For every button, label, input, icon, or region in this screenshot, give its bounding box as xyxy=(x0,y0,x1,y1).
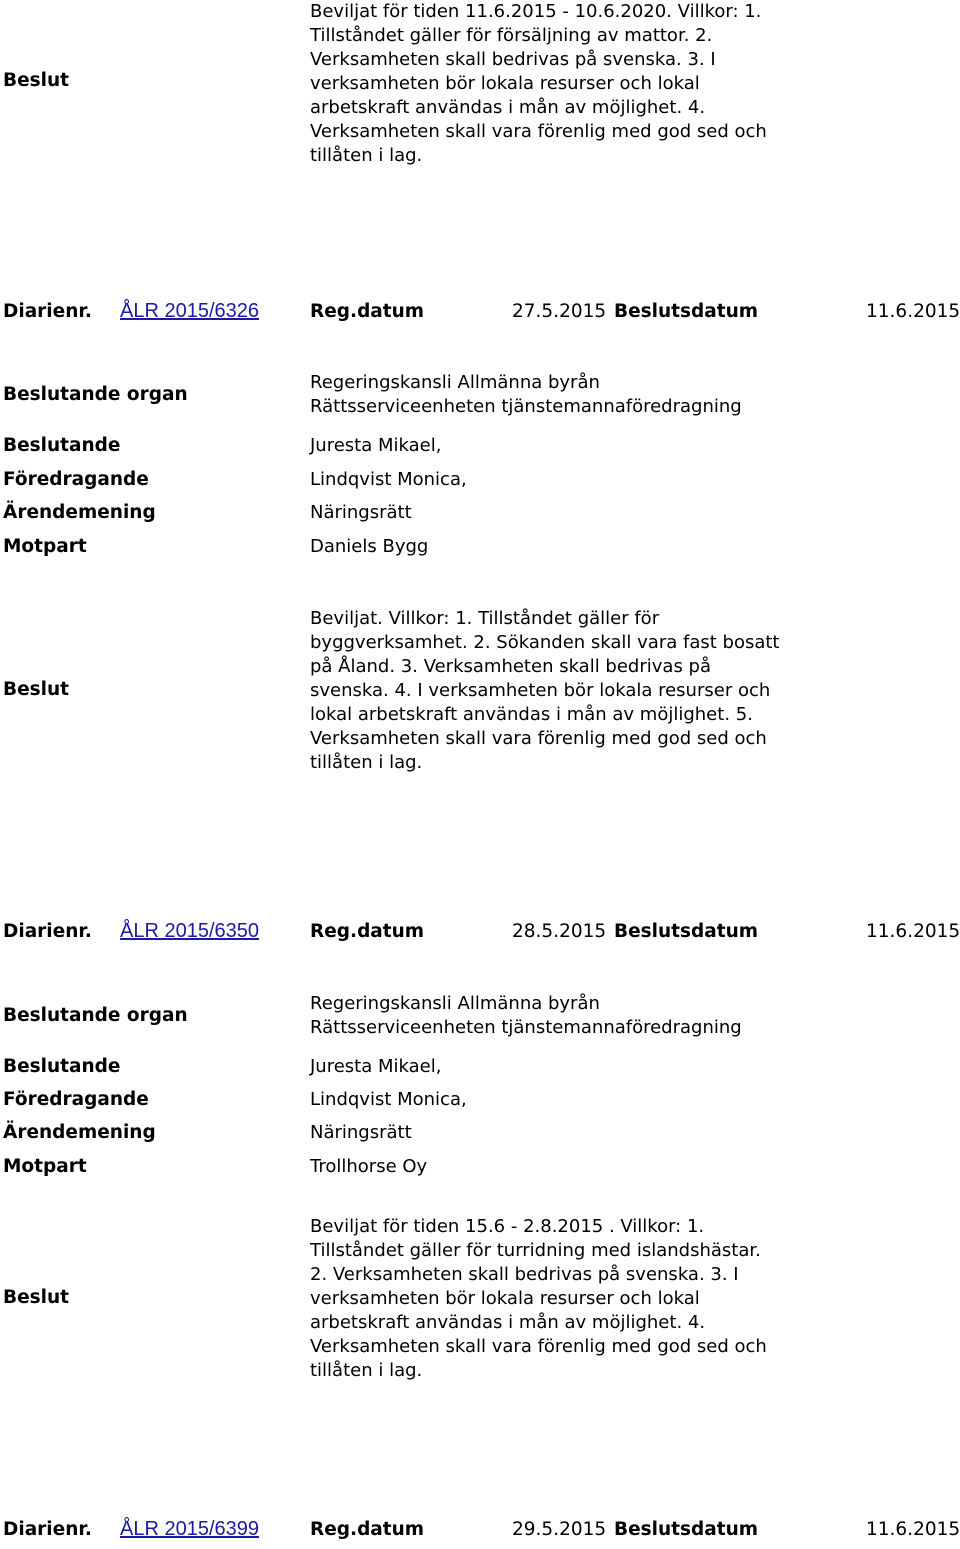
case-header xyxy=(0,301,960,331)
beslutsdatum-label: Beslutsdatum xyxy=(614,301,759,322)
motpart-label: Motpart xyxy=(3,536,87,557)
organ-line1: Regeringskansli Allmänna byrån xyxy=(310,372,600,393)
arendemening-label: Ärendemening xyxy=(3,1122,156,1143)
beslutande-value: Juresta Mikael, xyxy=(310,435,442,456)
diarienr-link[interactable]: ÅLR 2015/6350 xyxy=(120,920,260,942)
arendemening-value: Näringsrätt xyxy=(310,1122,412,1143)
beslutande-label: Beslutande xyxy=(3,1056,121,1077)
beslutsdatum-label: Beslutsdatum xyxy=(614,1519,759,1540)
beslut-label: Beslut xyxy=(3,679,70,700)
beslutsdatum-value: 11.6.2015 xyxy=(866,301,960,322)
regdatum-label: Reg.datum xyxy=(310,301,425,322)
case-header xyxy=(0,921,960,951)
arendemening-value: Näringsrätt xyxy=(310,502,412,523)
beslut-text: Beviljat för tiden 11.6.2015 - 10.6.2020. Villkor: 1. Tillståndet gäller för försäljning av mattor. 2. Verksamheten skall bedrivas på svenska. 3. I verksamheten bör lokala resurser och lokal arbetskraft användas i mån av möjlighet. 4. Verksamheten skall vara förenlig med god sed och tillåten i lag. xyxy=(310,1,767,166)
arendemening-label: Ärendemening xyxy=(3,502,156,523)
foredragande-value: Lindqvist Monica, xyxy=(310,1089,467,1110)
regdatum-label: Reg.datum xyxy=(310,921,425,942)
beslutande-value: Juresta Mikael, xyxy=(310,1056,442,1077)
beslutsdatum-value: 11.6.2015 xyxy=(866,1519,960,1540)
foredragande-label: Föredragande xyxy=(3,1089,149,1110)
beslutande-organ-label: Beslutande organ xyxy=(3,384,188,405)
organ-line1: Regeringskansli Allmänna byrån xyxy=(310,993,600,1014)
beslut-label: Beslut xyxy=(3,1287,70,1308)
regdatum-value: 28.5.2015 xyxy=(512,921,607,942)
diarienr-label: Diarienr. xyxy=(3,921,92,942)
beslutande-organ-label: Beslutande organ xyxy=(3,1005,188,1026)
beslut-label: Beslut xyxy=(3,70,70,91)
foredragande-label: Föredragande xyxy=(3,469,149,490)
beslutande-label: Beslutande xyxy=(3,435,121,456)
beslut-text: Beviljat. Villkor: 1. Tillståndet gäller för byggverksamhet. 2. Sökanden skall vara fast bosatt på Åland. 3. Verksamheten skall bedrivas på svenska. 4. I verksamheten bör lokala resurser och lokal arbetskraft användas i mån av möjlighet. 5. Verksamheten skall vara förenlig med god sed och tillåten i lag. xyxy=(310,608,780,773)
diarienr-link[interactable]: ÅLR 2015/6326 xyxy=(120,300,260,322)
regdatum-label: Reg.datum xyxy=(310,1519,425,1540)
diarienr-link[interactable]: ÅLR 2015/6399 xyxy=(120,1518,260,1540)
foredragande-value: Lindqvist Monica, xyxy=(310,469,467,490)
motpart-value: Daniels Bygg xyxy=(310,536,429,557)
regdatum-value: 29.5.2015 xyxy=(512,1519,607,1540)
beslutsdatum-label: Beslutsdatum xyxy=(614,921,759,942)
regdatum-value: 27.5.2015 xyxy=(512,301,607,322)
diarienr-label: Diarienr. xyxy=(3,301,92,322)
organ-line2: Rättsserviceenheten tjänstemannaföredragning xyxy=(310,396,742,417)
beslut-text: Beviljat för tiden 15.6 - 2.8.2015 . Villkor: 1. Tillståndet gäller för turridning med islandshästar. 2. Verksamheten skall bedrivas på svenska. 3. I verksamheten bör lokala resurser och lokal arbetskraft användas i mån av möjlighet. 4. Verksamheten skall vara förenlig med god sed och tillåten i lag. xyxy=(310,1216,767,1381)
motpart-label: Motpart xyxy=(3,1156,87,1177)
motpart-value: Trollhorse Oy xyxy=(310,1156,428,1177)
organ-line2: Rättsserviceenheten tjänstemannaföredragning xyxy=(310,1017,742,1038)
beslutsdatum-value: 11.6.2015 xyxy=(866,921,960,942)
diarienr-label: Diarienr. xyxy=(3,1519,92,1540)
